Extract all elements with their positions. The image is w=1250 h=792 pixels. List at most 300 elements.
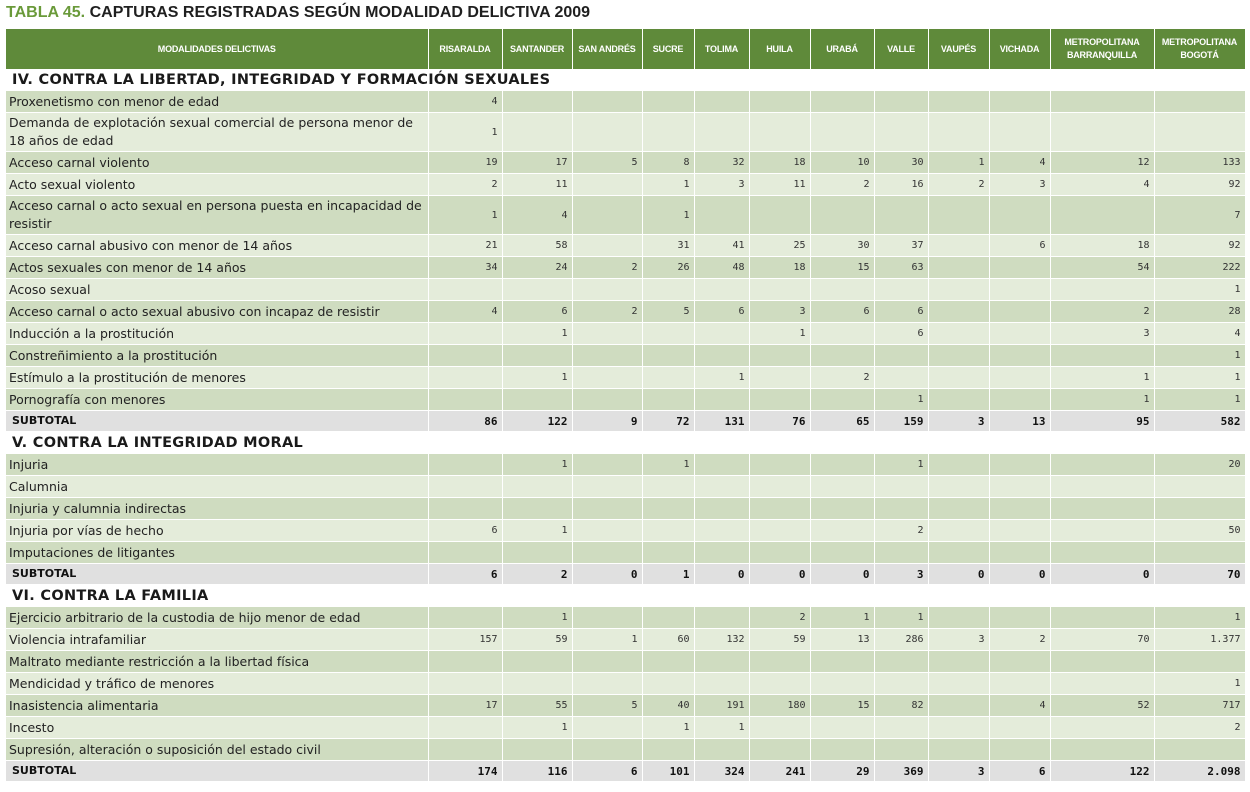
row-label: Inducción a la prostitución (6, 323, 428, 345)
cell-value (502, 113, 572, 152)
table-row (6, 323, 1245, 345)
header-column: METROPOLITANA BARRANQUILLA (1050, 29, 1154, 69)
subtotal-row (6, 761, 1245, 782)
cell-value: 3 (694, 174, 749, 196)
cell-value: 18 (1050, 235, 1154, 257)
cell-value (928, 196, 989, 235)
row-label: Imputaciones de litigantes (6, 542, 428, 564)
cell-value: 157 (428, 629, 502, 651)
data-table (6, 29, 1246, 782)
cell-value (428, 498, 502, 520)
cell-value: 132 (694, 629, 749, 651)
table-number: TABLA 45. (6, 4, 86, 21)
cell-value: 1 (874, 607, 928, 629)
cell-value (572, 174, 642, 196)
cell-value (874, 196, 928, 235)
cell-value: 2 (874, 520, 928, 542)
cell-value (694, 454, 749, 476)
cell-value (874, 542, 928, 564)
cell-value: 1 (810, 607, 874, 629)
subtotal-value: 2 (502, 564, 572, 585)
cell-value: 5 (642, 301, 694, 323)
table-row (6, 717, 1245, 739)
table-row (6, 113, 1245, 152)
cell-value (1050, 520, 1154, 542)
cell-value (642, 739, 694, 761)
header-column: URABÁ (810, 29, 874, 69)
cell-value (694, 498, 749, 520)
cell-value (810, 717, 874, 739)
section-title: V. CONTRA LA INTEGRIDAD MORAL (6, 432, 1245, 454)
cell-value: 50 (1154, 520, 1245, 542)
cell-value (1050, 673, 1154, 695)
cell-value (928, 113, 989, 152)
cell-value: 2 (428, 174, 502, 196)
cell-value (572, 717, 642, 739)
row-label: Acceso carnal violento (6, 152, 428, 174)
cell-value: 1 (1154, 279, 1245, 301)
subtotal-row (6, 411, 1245, 432)
cell-value (1154, 113, 1245, 152)
cell-value: 34 (428, 257, 502, 279)
cell-value: 222 (1154, 257, 1245, 279)
subtotal-value: 95 (1050, 411, 1154, 432)
subtotal-label: SUBTOTAL (6, 761, 428, 782)
cell-value: 3 (749, 301, 810, 323)
cell-value (928, 279, 989, 301)
cell-value: 13 (810, 629, 874, 651)
cell-value (989, 673, 1050, 695)
cell-value: 1 (928, 152, 989, 174)
table-row (6, 196, 1245, 235)
cell-value (642, 607, 694, 629)
row-label: Actos sexuales con menor de 14 años (6, 257, 428, 279)
cell-value: 6 (502, 301, 572, 323)
subtotal-value: 0 (694, 564, 749, 585)
cell-value: 17 (502, 152, 572, 174)
cell-value (1050, 196, 1154, 235)
cell-value: 1 (694, 367, 749, 389)
cell-value: 133 (1154, 152, 1245, 174)
cell-value (749, 454, 810, 476)
cell-value (928, 235, 989, 257)
cell-value (749, 91, 810, 113)
cell-value (642, 91, 694, 113)
cell-value (572, 607, 642, 629)
cell-value (572, 673, 642, 695)
cell-value (1050, 345, 1154, 367)
cell-value: 1 (502, 520, 572, 542)
cell-value (928, 345, 989, 367)
cell-value (874, 739, 928, 761)
table-row (6, 454, 1245, 476)
cell-value (502, 651, 572, 673)
row-label: Ejercicio arbitrario de la custodia de hijo menor de edad (6, 607, 428, 629)
cell-value (928, 607, 989, 629)
cell-value (1154, 498, 1245, 520)
cell-value (874, 651, 928, 673)
cell-value (928, 498, 989, 520)
cell-value (428, 367, 502, 389)
cell-value: 37 (874, 235, 928, 257)
cell-value (989, 367, 1050, 389)
cell-value (428, 454, 502, 476)
cell-value (749, 389, 810, 411)
cell-value: 4 (1154, 323, 1245, 345)
row-label: Calumnia (6, 476, 428, 498)
cell-value: 52 (1050, 695, 1154, 717)
table-row (6, 345, 1245, 367)
table-row (6, 739, 1245, 761)
cell-value (642, 498, 694, 520)
subtotal-value: 0 (989, 564, 1050, 585)
header-column: VALLE (874, 29, 928, 69)
cell-value: 25 (749, 235, 810, 257)
subtotal-value: 72 (642, 411, 694, 432)
cell-value (989, 454, 1050, 476)
cell-value: 24 (502, 257, 572, 279)
cell-value (810, 739, 874, 761)
cell-value: 11 (502, 174, 572, 196)
cell-value (428, 279, 502, 301)
cell-value: 59 (749, 629, 810, 651)
subtotal-value: 122 (1050, 761, 1154, 782)
cell-value (810, 91, 874, 113)
cell-value: 4 (1050, 174, 1154, 196)
cell-value (749, 476, 810, 498)
header-column: HUILA (749, 29, 810, 69)
cell-value: 191 (694, 695, 749, 717)
cell-value (749, 367, 810, 389)
table-row (6, 607, 1245, 629)
cell-value (502, 91, 572, 113)
cell-value (749, 113, 810, 152)
cell-value (1050, 476, 1154, 498)
subtotal-value: 174 (428, 761, 502, 782)
cell-value (572, 323, 642, 345)
cell-value (749, 739, 810, 761)
cell-value (502, 673, 572, 695)
cell-value (642, 542, 694, 564)
cell-value: 1 (874, 454, 928, 476)
cell-value (810, 673, 874, 695)
cell-value: 3 (989, 174, 1050, 196)
cell-value: 1 (1154, 607, 1245, 629)
row-label: Acoso sexual (6, 279, 428, 301)
subtotal-value: 131 (694, 411, 749, 432)
cell-value: 1 (749, 323, 810, 345)
cell-value (428, 542, 502, 564)
cell-value: 2 (572, 257, 642, 279)
cell-value (928, 673, 989, 695)
row-label: Pornografía con menores (6, 389, 428, 411)
cell-value: 6 (694, 301, 749, 323)
cell-value (572, 279, 642, 301)
cell-value: 41 (694, 235, 749, 257)
cell-value: 6 (810, 301, 874, 323)
subtotal-value: 369 (874, 761, 928, 782)
cell-value (642, 345, 694, 367)
cell-value (642, 323, 694, 345)
cell-value: 92 (1154, 235, 1245, 257)
section-title: IV. CONTRA LA LIBERTAD, INTEGRIDAD Y FORMACIÓN SEXUALES (6, 69, 1245, 91)
table-row (6, 542, 1245, 564)
header-row (6, 29, 1245, 69)
cell-value: 4 (989, 695, 1050, 717)
section-header-row (6, 69, 1245, 91)
cell-value (928, 651, 989, 673)
cell-value (694, 91, 749, 113)
cell-value (1050, 279, 1154, 301)
cell-value (572, 345, 642, 367)
row-label: Acceso carnal abusivo con menor de 14 años (6, 235, 428, 257)
cell-value (749, 498, 810, 520)
subtotal-value: 3 (928, 411, 989, 432)
cell-value: 15 (810, 257, 874, 279)
cell-value (572, 651, 642, 673)
table-row (6, 367, 1245, 389)
cell-value (928, 91, 989, 113)
cell-value (428, 389, 502, 411)
cell-value (810, 345, 874, 367)
cell-value (572, 367, 642, 389)
cell-value (989, 113, 1050, 152)
cell-value: 8 (642, 152, 694, 174)
cell-value: 32 (694, 152, 749, 174)
cell-value (1154, 476, 1245, 498)
subtotal-value: 86 (428, 411, 502, 432)
cell-value: 717 (1154, 695, 1245, 717)
cell-value (694, 389, 749, 411)
cell-value (642, 651, 694, 673)
cell-value: 2 (989, 629, 1050, 651)
cell-value: 1 (642, 454, 694, 476)
cell-value (428, 345, 502, 367)
table-row (6, 279, 1245, 301)
subtotal-value: 582 (1154, 411, 1245, 432)
table-row (6, 476, 1245, 498)
section-title: VI. CONTRA LA FAMILIA (6, 585, 1245, 607)
subtotal-value: 0 (928, 564, 989, 585)
header-column: SANTANDER (502, 29, 572, 69)
row-label: Incesto (6, 717, 428, 739)
cell-value: 1 (428, 196, 502, 235)
cell-value: 6 (989, 235, 1050, 257)
table-title (6, 1, 590, 25)
cell-value (989, 542, 1050, 564)
cell-value (1050, 651, 1154, 673)
cell-value (1050, 542, 1154, 564)
cell-value (694, 673, 749, 695)
subtotal-value: 116 (502, 761, 572, 782)
cell-value: 70 (1050, 629, 1154, 651)
cell-value: 1 (1154, 389, 1245, 411)
cell-value (572, 739, 642, 761)
cell-value (428, 739, 502, 761)
row-label: Acceso carnal o acto sexual en persona puesta en incapacidad de resistir (6, 196, 428, 235)
cell-value (1050, 113, 1154, 152)
cell-value: 30 (810, 235, 874, 257)
cell-value: 58 (502, 235, 572, 257)
cell-value: 286 (874, 629, 928, 651)
cell-value: 1 (874, 389, 928, 411)
cell-value (928, 717, 989, 739)
subtotal-label: SUBTOTAL (6, 411, 428, 432)
cell-value: 1 (694, 717, 749, 739)
cell-value (502, 279, 572, 301)
cell-value (989, 476, 1050, 498)
header-column: VICHADA (989, 29, 1050, 69)
cell-value (874, 476, 928, 498)
cell-value (694, 520, 749, 542)
cell-value (749, 279, 810, 301)
row-label: Estímulo a la prostitución de menores (6, 367, 428, 389)
cell-value: 1.377 (1154, 629, 1245, 651)
cell-value: 1 (1154, 673, 1245, 695)
cell-value: 31 (642, 235, 694, 257)
cell-value (642, 279, 694, 301)
cell-value (694, 279, 749, 301)
cell-value (572, 476, 642, 498)
cell-value (749, 717, 810, 739)
cell-value (928, 542, 989, 564)
section-header-row (6, 585, 1245, 607)
header-column: METROPOLITANA BOGOTÁ (1154, 29, 1245, 69)
cell-value: 18 (749, 257, 810, 279)
cell-value (572, 520, 642, 542)
subtotal-value: 65 (810, 411, 874, 432)
cell-value (989, 498, 1050, 520)
cell-value: 1 (642, 196, 694, 235)
cell-value: 7 (1154, 196, 1245, 235)
cell-value (642, 113, 694, 152)
table-row (6, 389, 1245, 411)
row-label: Injuria y calumnia indirectas (6, 498, 428, 520)
row-label: Acceso carnal o acto sexual abusivo con incapaz de resistir (6, 301, 428, 323)
table-row (6, 498, 1245, 520)
cell-value (1050, 607, 1154, 629)
cell-value (928, 454, 989, 476)
cell-value (989, 91, 1050, 113)
cell-value (572, 235, 642, 257)
cell-value: 54 (1050, 257, 1154, 279)
cell-value (572, 498, 642, 520)
cell-value (694, 739, 749, 761)
cell-value (694, 542, 749, 564)
cell-value (874, 113, 928, 152)
row-label: Violencia intrafamiliar (6, 629, 428, 651)
row-label: Proxenetismo con menor de edad (6, 91, 428, 113)
cell-value: 1 (572, 629, 642, 651)
cell-value (642, 520, 694, 542)
row-label: Injuria por vías de hecho (6, 520, 428, 542)
subtotal-value: 3 (928, 761, 989, 782)
row-label: Mendicidad y tráfico de menores (6, 673, 428, 695)
table-title-text: CAPTURAS REGISTRADAS SEGÚN MODALIDAD DELICTIVA 2009 (89, 4, 591, 21)
cell-value (694, 476, 749, 498)
cell-value (428, 323, 502, 345)
cell-value (572, 196, 642, 235)
cell-value (642, 389, 694, 411)
cell-value (1154, 739, 1245, 761)
cell-value (502, 345, 572, 367)
cell-value (694, 196, 749, 235)
cell-value: 1 (642, 717, 694, 739)
cell-value (694, 607, 749, 629)
cell-value: 180 (749, 695, 810, 717)
cell-value (928, 367, 989, 389)
cell-value: 3 (1050, 323, 1154, 345)
cell-value (989, 257, 1050, 279)
cell-value: 2 (572, 301, 642, 323)
header-column: TOLIMA (694, 29, 749, 69)
cell-value (502, 739, 572, 761)
cell-value (810, 542, 874, 564)
cell-value (502, 389, 572, 411)
subtotal-value: 3 (874, 564, 928, 585)
cell-value: 92 (1154, 174, 1245, 196)
table-row (6, 629, 1245, 651)
subtotal-value: 9 (572, 411, 642, 432)
cell-value: 4 (989, 152, 1050, 174)
header-column: SAN ANDRÉS (572, 29, 642, 69)
cell-value: 6 (874, 323, 928, 345)
header-column: RISARALDA (428, 29, 502, 69)
cell-value (428, 607, 502, 629)
cell-value: 2 (1050, 301, 1154, 323)
cell-value (1154, 542, 1245, 564)
cell-value (928, 389, 989, 411)
cell-value (928, 323, 989, 345)
section-header-row (6, 432, 1245, 454)
cell-value (694, 345, 749, 367)
cell-value (642, 476, 694, 498)
subtotal-value: 0 (572, 564, 642, 585)
cell-value (810, 389, 874, 411)
cell-value: 20 (1154, 454, 1245, 476)
subtotal-value: 1 (642, 564, 694, 585)
cell-value: 59 (502, 629, 572, 651)
table-row (6, 673, 1245, 695)
table-row (6, 651, 1245, 673)
table-body (6, 69, 1245, 782)
cell-value: 10 (810, 152, 874, 174)
table-header (6, 29, 1245, 69)
cell-value (1050, 717, 1154, 739)
cell-value: 2 (810, 367, 874, 389)
cell-value (989, 607, 1050, 629)
cell-value (428, 651, 502, 673)
cell-value: 1 (502, 367, 572, 389)
cell-value (874, 367, 928, 389)
cell-value (1050, 498, 1154, 520)
cell-value (989, 279, 1050, 301)
cell-value: 6 (428, 520, 502, 542)
header-column: VAUPÉS (928, 29, 989, 69)
cell-value: 1 (642, 174, 694, 196)
cell-value (928, 739, 989, 761)
subtotal-value: 29 (810, 761, 874, 782)
subtotal-value: 6 (989, 761, 1050, 782)
cell-value (572, 91, 642, 113)
cell-value (642, 673, 694, 695)
cell-value (810, 323, 874, 345)
subtotal-value: 241 (749, 761, 810, 782)
cell-value (874, 279, 928, 301)
cell-value (810, 651, 874, 673)
cell-value (642, 367, 694, 389)
cell-value: 3 (928, 629, 989, 651)
